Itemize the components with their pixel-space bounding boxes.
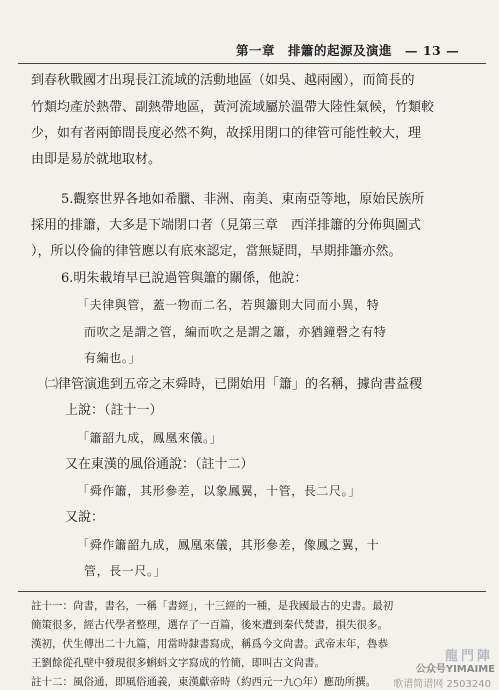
quote-line: 而吹之是謂之管，編而吹之是謂之簫，亦猶鐘磬之有特 — [84, 325, 387, 339]
body-line: ㈡律管演進到五帝之末舜時，已開始用「簫」的名稱，據尙書益稷 — [45, 377, 423, 392]
footnote-line: 漢初，伏生傳出二十九篇，用當時隸書寫成，稱爲今文尙書。武帝末年，魯恭 — [31, 638, 388, 650]
body-line: 6.明朱載堉早已說過管與簫的關係，他說： — [61, 271, 308, 286]
body-line: 又說： — [65, 510, 105, 525]
quote-line: 「舜作簫，其形參差，以象鳳翼，十管，長二尺。」 — [77, 484, 361, 498]
body-line: ），所以伶倫的律管應以有底來認定，當無疑問，早期排簫亦然。 — [31, 244, 402, 259]
watermark-logo: 龍門陣 — [444, 649, 493, 664]
quote-line: 「夫律與管，蓋一物而二名，若與簫則大同而小異，特 — [77, 298, 380, 312]
body-line: 由即是易於就地取材。 — [31, 152, 162, 167]
body-line: 採用的排簫，大多是下端閉口者（見第三章 西洋排簫的分佈與圖式 — [31, 218, 422, 233]
header-rule — [18, 63, 486, 64]
quote-line: 管，長一尺。」 — [84, 564, 167, 578]
quote-line: 「簫韶九成，鳳凰來儀。」 — [77, 431, 223, 445]
body-line: 又在東漢的風俗通說：（註十二） — [65, 457, 254, 472]
quote-line: 「舜作簫韶九成，鳳凰來儀，其形參差，像鳳之翼，十 — [77, 538, 380, 552]
footnote-line: 註十二：風俗通，即風俗通義，東漢獻帝時（約西元一九○年）應劭所撰。 — [31, 676, 377, 688]
quote-line: 有編也。」 — [84, 351, 142, 365]
body-line: 5.觀察世界各地如希臘、非洲、南美、東南亞等地，原始民族所 — [61, 192, 425, 207]
body-line: 少，如有者兩節間長度必然不夠，故採用閉口的律管可能性較大，理 — [31, 126, 422, 141]
footnote-line: 簡策很多，經古代學者整理，選存了一百篇，後來遭到秦代焚書，損失很多。 — [31, 619, 388, 631]
footnote-rule — [18, 591, 486, 592]
body-line: 竹類均產於熱帶、副熱帶地區，黃河流域屬於溫帶大陸性氣候，竹類較 — [31, 100, 435, 115]
footnote-line: 王劉餘從孔壁中發現很多蝌蚪文字寫成的竹簡，即叫古文尙書。 — [31, 657, 325, 669]
watermark-id: 歌谱简谱网 2503240 — [393, 679, 491, 690]
running-header: 第一章 排簫的起源及演進 — 13 — — [236, 43, 460, 58]
body-line: 到春秋戰國才出現長江流域的活動地區（如吳、越兩國），而简長的 — [31, 73, 415, 88]
watermark-site: 公众号YIMAIME — [415, 664, 495, 675]
footnote-line: 註十一：尙書，書名，一稱「書經」，十三經的一種，是我國最古的史書。最初 — [31, 600, 394, 612]
body-line: 上說：（註十一） — [65, 403, 163, 418]
